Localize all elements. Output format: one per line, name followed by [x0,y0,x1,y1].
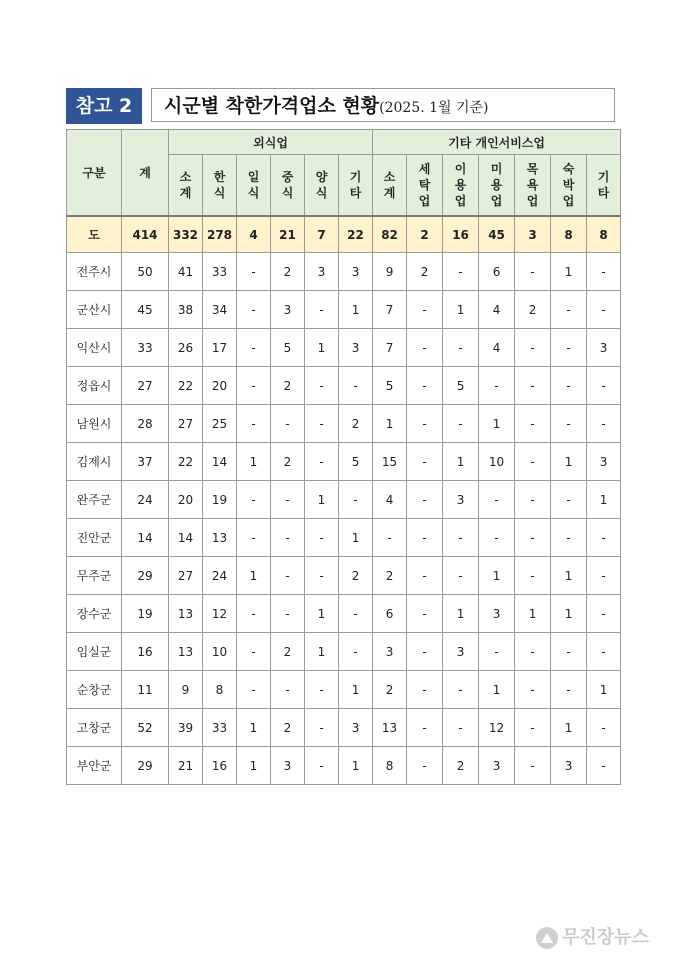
table-cell: - [339,481,373,519]
table-cell: - [479,481,515,519]
region-cell: 완주군 [67,481,122,519]
col-header-label: 중식 [281,170,294,200]
table-row [67,253,621,291]
table-cell: - [407,557,443,595]
table-cell: - [305,519,339,557]
table-row [67,291,621,329]
table-cell: 10 [479,443,515,481]
table-row [67,329,621,367]
table-cell: - [551,633,587,671]
table-cell: - [237,595,271,633]
total-cell: 332 [169,216,203,253]
table-cell: 1 [479,671,515,709]
table-row [67,519,621,557]
region-cell: 부안군 [67,747,122,785]
col-header-label: 숙박업 [562,162,575,208]
table-cell: 27 [169,405,203,443]
table-cell: 24 [203,557,237,595]
table-cell: 1 [443,595,479,633]
table-cell: 33 [122,329,169,367]
table-cell: - [237,633,271,671]
table-cell: - [305,747,339,785]
region-cell: 남원시 [67,405,122,443]
table-cell: - [237,367,271,405]
region-cell: 장수군 [67,595,122,633]
table-cell: 19 [203,481,237,519]
table-cell: 2 [271,253,305,291]
table-cell: 3 [339,709,373,747]
watermark-logo-icon [536,927,558,949]
col-header-label: 기타 [349,170,362,200]
table-cell: - [587,557,621,595]
table-cell: 14 [169,519,203,557]
watermark [536,924,649,952]
table-cell: 3 [271,747,305,785]
col-header-label: 소계 [383,170,396,200]
table-cell: - [271,557,305,595]
table-cell: - [339,367,373,405]
table-cell: - [443,557,479,595]
table-cell: 4 [479,329,515,367]
table-cell: - [515,709,551,747]
table-cell: - [515,519,551,557]
table-cell: 1 [551,253,587,291]
page-title: 시군별 착한가격업소 현황 [164,95,380,117]
table-cell: 2 [339,557,373,595]
table-cell: 19 [122,595,169,633]
table-cell: 3 [339,329,373,367]
region-cell: 전주시 [67,253,122,291]
col-header-food-0 [169,155,203,217]
table-cell: 11 [122,671,169,709]
table-cell: - [515,329,551,367]
col-header-label: 미용업 [490,162,503,208]
col-header-food-2 [237,155,271,217]
table-cell: - [443,253,479,291]
region-cell: 고창군 [67,709,122,747]
table-cell: 20 [203,367,237,405]
table-cell: 1 [305,481,339,519]
region-cell: 정읍시 [67,367,122,405]
table-cell: 3 [587,443,621,481]
table-row [67,367,621,405]
table-cell: 9 [169,671,203,709]
table-cell: - [305,443,339,481]
table-cell: 5 [373,367,407,405]
table-cell: - [237,329,271,367]
table-cell: - [587,405,621,443]
table-cell: 3 [373,633,407,671]
total-cell: 21 [271,216,305,253]
table-cell: - [515,481,551,519]
table-cell: - [443,709,479,747]
table-cell: 7 [373,291,407,329]
table-cell: - [551,291,587,329]
table-cell: 41 [169,253,203,291]
table-cell: 2 [373,557,407,595]
table-cell: - [443,329,479,367]
table-cell: - [587,747,621,785]
table-cell: 16 [122,633,169,671]
col-header-food-1 [203,155,237,217]
table-cell: - [407,747,443,785]
table-row [67,709,621,747]
table-cell: - [443,519,479,557]
col-header-label: 목욕업 [526,162,539,208]
table-cell: 1 [551,557,587,595]
table-cell: 2 [271,709,305,747]
total-cell: 414 [122,216,169,253]
table-cell: - [407,291,443,329]
col-header-label: 기타 [597,170,610,200]
table-cell: 29 [122,557,169,595]
total-cell: 2 [407,216,443,253]
table-cell: - [587,253,621,291]
total-cell: 82 [373,216,407,253]
table-cell: 3 [551,747,587,785]
col-header-service-4 [515,155,551,217]
table-cell: 45 [122,291,169,329]
table-cell: - [515,747,551,785]
table-cell: 27 [169,557,203,595]
table-cell: 4 [373,481,407,519]
table-cell: - [587,595,621,633]
table-cell: - [515,671,551,709]
table-cell: 4 [479,291,515,329]
page-subtitle: (2025. 1월 기준) [379,100,489,116]
table-cell: 2 [271,367,305,405]
table-cell: - [237,671,271,709]
table-cell: - [551,367,587,405]
table-cell: - [515,253,551,291]
table-cell: - [407,443,443,481]
table-cell: 3 [479,595,515,633]
table-cell: - [237,519,271,557]
table-cell: 15 [373,443,407,481]
table-row [67,405,621,443]
table-cell: - [271,405,305,443]
table-cell: - [237,481,271,519]
table-cell: 1 [339,671,373,709]
table-cell: - [271,481,305,519]
table-row [67,595,621,633]
table-cell: 16 [203,747,237,785]
col-header-service-3 [479,155,515,217]
table-cell: 52 [122,709,169,747]
table-cell: 1 [443,443,479,481]
table-cell: 2 [515,291,551,329]
col-header-total: 계 [122,130,169,217]
table-cell: 8 [203,671,237,709]
table-cell: 1 [479,557,515,595]
table-cell: 24 [122,481,169,519]
table-row [67,633,621,671]
table-cell: - [271,671,305,709]
col-header-label: 일식 [247,170,260,200]
table-cell: 25 [203,405,237,443]
title-row [66,88,615,124]
col-header-region: 구분 [67,130,122,217]
total-cell: 45 [479,216,515,253]
table-cell: 1 [551,595,587,633]
table-cell: - [407,633,443,671]
table-cell: - [479,633,515,671]
table-cell: - [407,405,443,443]
title-box [151,88,615,122]
total-cell: 7 [305,216,339,253]
table-cell: - [587,709,621,747]
table-cell: 5 [339,443,373,481]
table-cell: 14 [203,443,237,481]
table-cell: 50 [122,253,169,291]
table-cell: 29 [122,747,169,785]
col-header-food-5 [339,155,373,217]
table-cell: 33 [203,709,237,747]
table-cell: - [551,519,587,557]
table-cell: - [305,367,339,405]
table-cell: 13 [169,633,203,671]
table-cell: - [515,405,551,443]
region-cell: 김제시 [67,443,122,481]
group-header-food: 외식업 [169,130,373,155]
table-cell: - [551,481,587,519]
table-cell: - [305,671,339,709]
table-cell: 1 [339,519,373,557]
table-cell: 1 [237,709,271,747]
table-cell: 9 [373,253,407,291]
col-header-food-4 [305,155,339,217]
table-cell: 1 [587,671,621,709]
table-cell: 2 [271,443,305,481]
stores-table [66,129,621,785]
table-cell: - [407,367,443,405]
table-cell: 1 [587,481,621,519]
table-cell: 22 [169,367,203,405]
table-cell: - [407,595,443,633]
table-cell: - [339,595,373,633]
table-cell: 6 [373,595,407,633]
table-cell: 38 [169,291,203,329]
table-cell: - [407,671,443,709]
table-cell: 2 [407,253,443,291]
table-row [67,747,621,785]
header-row-groups [67,130,621,155]
col-header-label: 소계 [179,170,192,200]
table-cell: - [305,291,339,329]
table-cell: 12 [203,595,237,633]
table-cell: 2 [443,747,479,785]
table-cell: 5 [271,329,305,367]
table-cell: - [407,329,443,367]
table-cell: 2 [271,633,305,671]
total-cell: 22 [339,216,373,253]
col-header-service-6 [587,155,621,217]
table-cell: 27 [122,367,169,405]
table-cell: - [407,519,443,557]
region-cell: 진안군 [67,519,122,557]
table-cell: 13 [203,519,237,557]
total-cell: 278 [203,216,237,253]
table-cell: - [551,671,587,709]
table-cell: 1 [237,557,271,595]
table-cell: 1 [305,633,339,671]
table-cell: - [305,405,339,443]
table-cell: 26 [169,329,203,367]
table-cell: - [305,709,339,747]
table-cell: - [305,557,339,595]
table-cell: - [271,595,305,633]
table-cell: 34 [203,291,237,329]
table-row [67,443,621,481]
table-row [67,671,621,709]
total-cell: 8 [551,216,587,253]
table-cell: 7 [373,329,407,367]
table-cell: - [515,367,551,405]
table-cell: - [407,709,443,747]
table-cell: 1 [373,405,407,443]
table-cell: 6 [479,253,515,291]
table-cell: - [515,633,551,671]
table-cell: 13 [373,709,407,747]
table-row [67,557,621,595]
table-cell: - [587,291,621,329]
table-cell: 3 [305,253,339,291]
table-cell: 1 [551,709,587,747]
region-cell: 무주군 [67,557,122,595]
table-cell: 1 [237,747,271,785]
total-cell: 도 [67,216,122,253]
table-cell: 2 [339,405,373,443]
table-cell: - [237,253,271,291]
table-cell: 21 [169,747,203,785]
table-cell: 20 [169,481,203,519]
table-cell: - [587,367,621,405]
col-header-service-5 [551,155,587,217]
total-cell: 4 [237,216,271,253]
col-header-label: 세탁업 [418,162,431,208]
table-cell: - [271,519,305,557]
table-cell: 8 [373,747,407,785]
table-cell: 39 [169,709,203,747]
table-cell: - [551,329,587,367]
table-cell: 3 [587,329,621,367]
table-cell: - [443,405,479,443]
table-cell: 37 [122,443,169,481]
table-cell: - [373,519,407,557]
region-cell: 익산시 [67,329,122,367]
table-cell: 3 [271,291,305,329]
table-cell: 1 [479,405,515,443]
table-cell: 1 [515,595,551,633]
total-cell: 16 [443,216,479,253]
table-cell: 33 [203,253,237,291]
table-cell: 1 [443,291,479,329]
table-cell: 1 [305,329,339,367]
table-cell: 1 [237,443,271,481]
col-header-service-1 [407,155,443,217]
group-header-service: 기타 개인서비스업 [373,130,621,155]
table-cell: 2 [373,671,407,709]
table-cell: 22 [169,443,203,481]
total-cell: 8 [587,216,621,253]
table-cell: - [551,405,587,443]
table-cell: 5 [443,367,479,405]
table-cell: - [515,443,551,481]
table-cell: - [407,481,443,519]
region-cell: 군산시 [67,291,122,329]
table-cell: - [479,519,515,557]
table-cell: 3 [339,253,373,291]
table-cell: 1 [339,291,373,329]
table-cell: 3 [443,633,479,671]
table-cell: - [237,405,271,443]
table-cell: - [443,671,479,709]
col-header-food-3 [271,155,305,217]
table-cell: - [587,633,621,671]
col-header-label: 이용업 [454,162,467,208]
table-cell: - [515,557,551,595]
table-cell: 14 [122,519,169,557]
table-cell: 3 [443,481,479,519]
col-header-label: 한식 [213,170,226,200]
table-cell: 17 [203,329,237,367]
col-header-service-2 [443,155,479,217]
table-cell: 10 [203,633,237,671]
col-header-label: 양식 [315,170,328,200]
total-cell: 3 [515,216,551,253]
col-header-service-0 [373,155,407,217]
table-cell: 12 [479,709,515,747]
region-cell: 순창군 [67,671,122,709]
table-cell: - [479,367,515,405]
watermark-text: 무진장뉴스 [562,927,649,948]
table-cell: 1 [339,747,373,785]
total-row [67,216,621,253]
table-cell: - [587,519,621,557]
table-cell: - [237,291,271,329]
region-cell: 임실군 [67,633,122,671]
table-cell: 1 [551,443,587,481]
reference-badge: 참고 2 [66,88,142,124]
table-cell: 1 [305,595,339,633]
table-cell: 3 [479,747,515,785]
table-cell: - [339,633,373,671]
table-row [67,481,621,519]
table-cell: 13 [169,595,203,633]
table-cell: 28 [122,405,169,443]
